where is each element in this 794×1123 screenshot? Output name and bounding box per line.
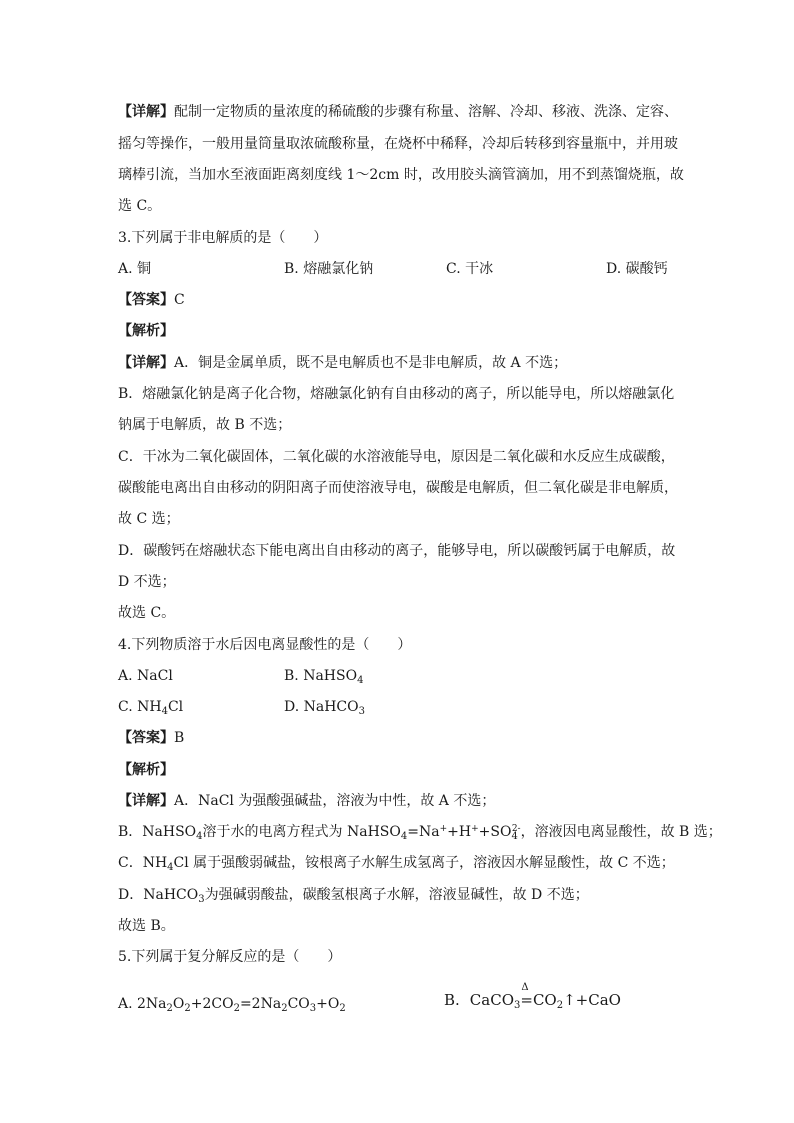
subscript: 2	[184, 1003, 191, 1014]
q5-stem: 5.下列属于复分解反应的是（ ）	[118, 949, 342, 965]
q3-option-c: C. 干冰	[446, 261, 494, 277]
answer-value: C	[174, 292, 185, 308]
q3-detail-1	[118, 355, 678, 371]
text: 为强碱弱酸盐，碳酸氢根离子水解，溶液显碱性，故 D 不选；	[204, 887, 589, 903]
subscript: 4	[511, 831, 518, 842]
q3-conclusion: 故选 C。	[118, 605, 176, 621]
q4-answer	[118, 730, 678, 746]
q4-conclusion: 故选 B。	[118, 918, 175, 934]
q4-stem: 4.下列物质溶于水后因电离显酸性的是（ ）	[118, 637, 412, 653]
q5-option-a	[118, 996, 346, 1012]
delta-symbol: Δ	[521, 982, 529, 993]
text: A．铜是金属单质，既不是电解质也不是非电解质，故 A 不选；	[174, 355, 568, 371]
q3-answer	[118, 292, 678, 308]
q4-detail-1	[118, 793, 678, 809]
subscript: 3	[309, 1003, 317, 1014]
text: B．NaHSO	[118, 824, 197, 840]
detail-tag: 【详解】	[118, 355, 174, 371]
text: Cl	[167, 699, 184, 715]
subscript: 2	[166, 1003, 173, 1014]
detail-tag: 【详解】	[118, 104, 174, 120]
q3-detail-7: D．碳酸钙在熔融状态下能电离出自由移动的离子，能够导电，所以碳酸钙属于电解质，故	[118, 543, 676, 559]
text: =Na	[407, 824, 440, 840]
subscript: 4	[357, 675, 364, 686]
q3-detail-6: 故 C 选；	[118, 511, 180, 527]
q3-option-a: A. 铜	[118, 261, 152, 277]
q3-analysis-tag: 【解析】	[118, 323, 174, 339]
q2-detail-line-1	[118, 104, 678, 120]
text: B. NaHSO	[284, 668, 358, 684]
q3-detail-5: 碳酸能电离出自由移动的阴阳离子而使溶液导电，碳酸是电解质，但二氧化碳是非电解质，	[118, 480, 678, 496]
subscript: 4	[400, 831, 408, 842]
detail-tag: 【详解】	[118, 793, 174, 809]
q4-option-a: A. NaCl	[118, 668, 173, 684]
text: +2CO	[190, 996, 234, 1012]
subscript: 2	[233, 1003, 240, 1014]
q3-detail-8: D 不选；	[118, 574, 176, 590]
text: C．NH	[118, 855, 168, 871]
q4-option-c	[118, 699, 183, 715]
text: =2Na	[239, 996, 282, 1012]
answer-value: B	[174, 730, 185, 746]
q4-detail-3	[118, 855, 678, 871]
heat-condition	[520, 982, 533, 1009]
text: CaCO	[469, 991, 514, 1009]
subscript: 4	[196, 831, 203, 842]
subscript: 2	[339, 1003, 346, 1014]
answer-tag: 【答案】	[118, 292, 174, 308]
text: +SO	[478, 824, 512, 840]
superscript: 2-	[511, 824, 521, 834]
q3-detail-3: 钠属于电解质，故 B 不选；	[118, 417, 292, 433]
subscript: 2	[556, 1000, 564, 1011]
subscript: 4	[161, 706, 168, 717]
q4-option-b	[284, 668, 363, 684]
superscript: +	[471, 824, 479, 834]
q4-analysis-tag: 【解析】	[118, 762, 174, 778]
q4-option-d	[284, 699, 365, 715]
text: A. 2Na	[118, 996, 167, 1012]
text: O	[172, 996, 185, 1012]
q3-option-b: B. 熔融氯化钠	[284, 261, 374, 277]
superscript: +	[439, 824, 448, 834]
text: C. NH	[118, 699, 162, 715]
q4-detail-4	[118, 887, 678, 903]
q2-detail-line-4: 选 C。	[118, 198, 162, 214]
answer-tag: 【答案】	[118, 730, 174, 746]
q2-detail-line-2: 摇匀等操作，一般用量筒量取浓硫酸称量，在烧杯中稀释，冷却后转移到容量瓶中，并用玻	[118, 136, 678, 152]
equals-sign: =	[520, 991, 533, 1009]
q3-detail-2: B．熔融氯化钠是离子化合物，熔融氯化钠有自由移动的离子，所以能导电，所以熔融氯化	[118, 386, 675, 402]
subscript: 4	[167, 862, 174, 873]
text: ，溶液因电离显酸性，故 B 选；	[520, 824, 722, 840]
text: D．NaHCO	[118, 887, 199, 903]
text: 溶于水的电离方程式为 NaHSO	[202, 824, 401, 840]
q3-stem: 3.下列属于非电解质的是（ ）	[118, 230, 328, 246]
text: ↑+CaO	[563, 991, 621, 1009]
q4-detail-2	[118, 824, 722, 842]
q2-detail-line-3: 璃棒引流，当加水至液面距离刻度线 1～2cm 时，改用胶头滴管滴加，用不到蒸馏烧瓶，故	[118, 167, 684, 183]
text: Cl 属于强酸弱碱盐，铵根离子水解生成氢离子，溶液因水解显酸性，故 C 不选；	[173, 855, 675, 871]
text: A．NaCl 为强酸强碱盐，溶液为中性，故 A 不选；	[174, 793, 496, 809]
text: D. NaHCO	[284, 699, 359, 715]
subscript: 2	[281, 1003, 288, 1014]
subscript: 3	[358, 706, 365, 717]
text: +O	[316, 996, 340, 1012]
text: CO	[287, 996, 310, 1012]
text: +H	[447, 824, 472, 840]
q5-option-b	[444, 982, 621, 1011]
q3-detail-4: C．干冰为二氧化碳固体，二氧化碳的水溶液能导电，原因是二氧化碳和水反应生成碳酸，	[118, 449, 675, 465]
subscript: 3	[198, 894, 205, 905]
option-label: B.	[444, 991, 460, 1009]
subscript: 3	[514, 1000, 521, 1011]
text: 配制一定物质的量浓度的稀硫酸的步骤有称量、溶解、冷却、移液、洗涤、定容、	[174, 104, 678, 120]
q3-option-d: D. 碳酸钙	[606, 261, 668, 277]
text: CO	[532, 991, 557, 1009]
